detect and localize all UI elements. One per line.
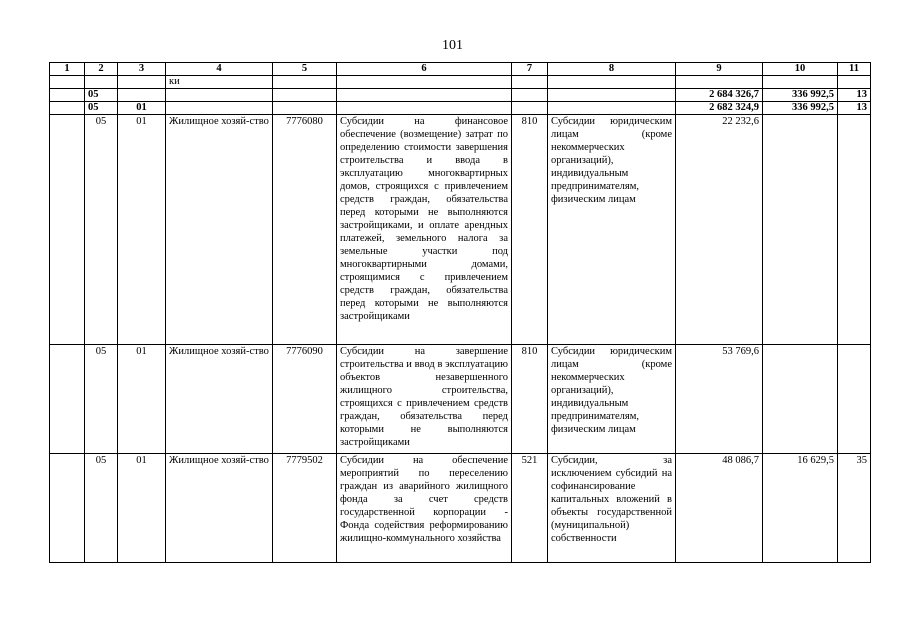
- table-row-subsection: [50, 102, 871, 115]
- cell-description: Субсидии на обеспечение мероприятий по переселению граждан из аварийного жилищного фонда за счет средств государственной корпорации - Фонда содействия реформированию жилищно-коммунального хозяйства: [337, 454, 512, 563]
- cell-recipient: Субсидии юридическим лицам (кроме некоммерческих организаций), индивидуальным предпринимателям, физическим лицам: [548, 345, 676, 454]
- table-row: [50, 454, 871, 563]
- header-col-6: 6: [337, 63, 512, 76]
- cell-amount: 53 769,6: [676, 345, 763, 454]
- cell-subsection: 01: [118, 345, 166, 454]
- cell-section: 05: [85, 345, 118, 454]
- cell-count: 13: [838, 102, 871, 115]
- header-col-9: 9: [676, 63, 763, 76]
- header-col-4: 4: [166, 63, 273, 76]
- cell-amount: 2 682 324,9: [676, 102, 763, 115]
- cell-amount: 2 684 326,7: [676, 89, 763, 102]
- table-row-section: [50, 89, 871, 102]
- table-row: [50, 115, 871, 345]
- header-col-11: 11: [838, 63, 871, 76]
- cell-count: 35: [838, 454, 871, 563]
- cell-section: 05: [85, 454, 118, 563]
- header-col-3: 3: [118, 63, 166, 76]
- header-col-7: 7: [512, 63, 548, 76]
- cell-amount-2: [763, 115, 838, 345]
- cell-recipient: Субсидии, за исключением субсидий на софинансирование капитальных вложений в объекты государственной (муниципальной) собственности: [548, 454, 676, 563]
- table-row: [50, 345, 871, 454]
- cell-subsection: 01: [118, 454, 166, 563]
- cell-section: 05: [85, 102, 118, 115]
- cell-amount: 48 086,7: [676, 454, 763, 563]
- cell-count: [838, 345, 871, 454]
- cell-amount-2: 336 992,5: [763, 102, 838, 115]
- header-col-5: 5: [273, 63, 337, 76]
- cell-amount-2: 16 629,5: [763, 454, 838, 563]
- cell-amount-2: [763, 345, 838, 454]
- cell-subsection: 01: [118, 102, 166, 115]
- cell-section: 05: [85, 115, 118, 345]
- header-col-1: 1: [50, 63, 85, 76]
- cell-count: [838, 115, 871, 345]
- cell-subsection: 01: [118, 115, 166, 345]
- cell-type-code: 810: [512, 115, 548, 345]
- cell-amount: 22 232,6: [676, 115, 763, 345]
- header-col-2: 2: [85, 63, 118, 76]
- cell-count: 13: [838, 89, 871, 102]
- cell-name: Жилищное хозяй-ство: [166, 115, 273, 345]
- cell-code: 7776080: [273, 115, 337, 345]
- cell-type-code: 521: [512, 454, 548, 563]
- cell-name: ки: [166, 76, 273, 89]
- budget-table: [49, 62, 871, 563]
- cell-name: Жилищное хозяй-ство: [166, 454, 273, 563]
- page-number: 101: [442, 38, 463, 53]
- header-col-8: 8: [548, 63, 676, 76]
- cell-type-code: 810: [512, 345, 548, 454]
- cell-code: 7776090: [273, 345, 337, 454]
- cell-recipient: Субсидии юридическим лицам (кроме некоммерческих организаций), индивидуальным предпринимателям, физическим лицам: [548, 115, 676, 345]
- cell-name: Жилищное хозяй-ство: [166, 345, 273, 454]
- table-row: [50, 76, 871, 89]
- header-row: [50, 63, 871, 76]
- cell-amount-2: 336 992,5: [763, 89, 838, 102]
- cell-section: 05: [85, 89, 118, 102]
- cell-description: Субсидии на финансовое обеспечение (возмещение) затрат по определению стоимости завершения строительства и ввода в эксплуатацию многоквартирных домов, строящихся с привлечением средств граждан, обязательства перед которыми не выполняются застройщиками, и оплате арендных платежей, земельного налога за земельные участки под многоквартирными домами, строящимися с привлечением средств граждан, обязательства перед которыми не выполняются застройщиками: [337, 115, 512, 345]
- cell-code: 7779502: [273, 454, 337, 563]
- header-col-10: 10: [763, 63, 838, 76]
- cell-description: Субсидии на завершение строительства и ввод в эксплуатацию объектов незавершенного жилищного строительства, строящихся с привлечением средств граждан, обязательства перед которыми не выполняются застройщиками: [337, 345, 512, 454]
